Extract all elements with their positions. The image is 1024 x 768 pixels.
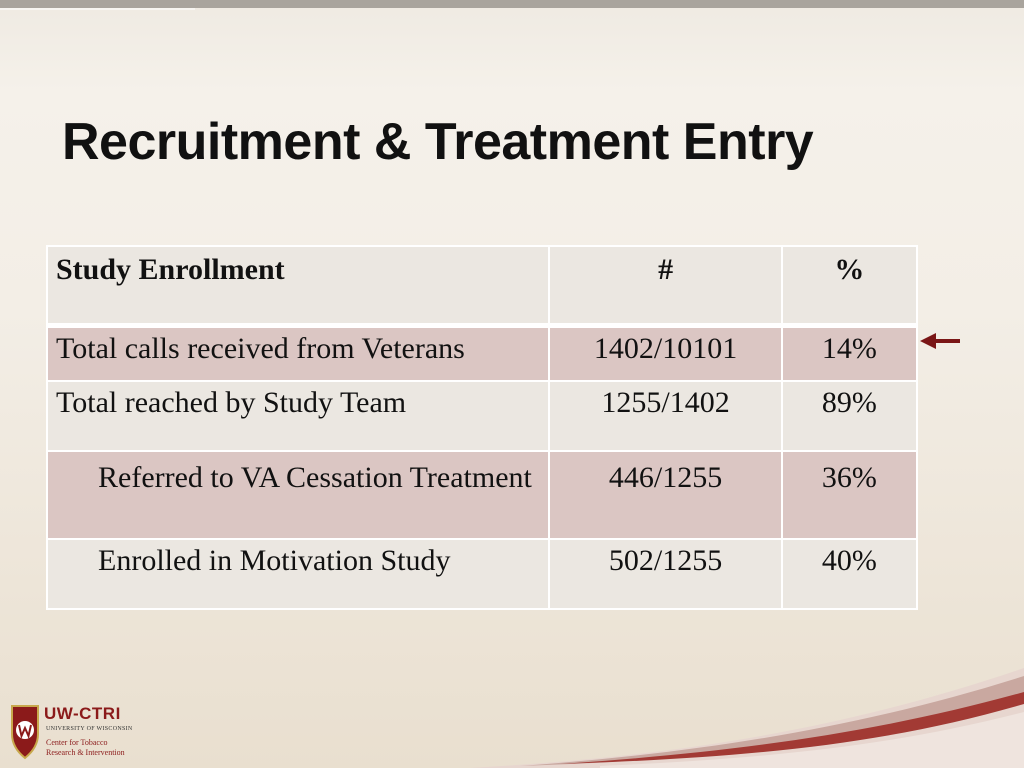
row-label: Total calls received from Veterans: [47, 326, 549, 382]
row-count: 1402/10101: [549, 326, 781, 382]
enrollment-table: [46, 245, 918, 610]
table-row: [47, 326, 917, 382]
row-label: Referred to VA Cessation Treatment: [47, 451, 549, 539]
top-bar-accent: [0, 8, 195, 10]
header-count: #: [549, 246, 781, 326]
row-label: Total reached by Study Team: [47, 381, 549, 451]
logo-center-line2: Research & Intervention: [46, 748, 125, 757]
table-header-row: [47, 246, 917, 326]
table-row: [47, 539, 917, 609]
header-percent: %: [782, 246, 917, 326]
row-percent: 14%: [782, 326, 917, 382]
table-row: [47, 451, 917, 539]
top-bar: [0, 0, 1024, 8]
table-row: [47, 381, 917, 451]
logo-wordmark: UW-CTRI: [44, 704, 121, 723]
row-percent: 40%: [782, 539, 917, 609]
slide-title: Recruitment & Treatment Entry: [62, 113, 814, 171]
row-percent: 89%: [782, 381, 917, 451]
row-count: 1255/1402: [549, 381, 781, 451]
logo-subtitle: UNIVERSITY OF WISCONSIN: [46, 726, 133, 732]
row-label: Enrolled in Motivation Study: [47, 539, 549, 609]
row-percent: 36%: [782, 451, 917, 539]
row-count: 446/1255: [549, 451, 781, 539]
row-count: 502/1255: [549, 539, 781, 609]
left-arrow-icon: [918, 330, 962, 352]
decorative-swoosh: [0, 648, 1024, 768]
logo-center-line1: Center for Tobacco: [46, 738, 108, 747]
header-study-enrollment: Study Enrollment: [47, 246, 549, 326]
